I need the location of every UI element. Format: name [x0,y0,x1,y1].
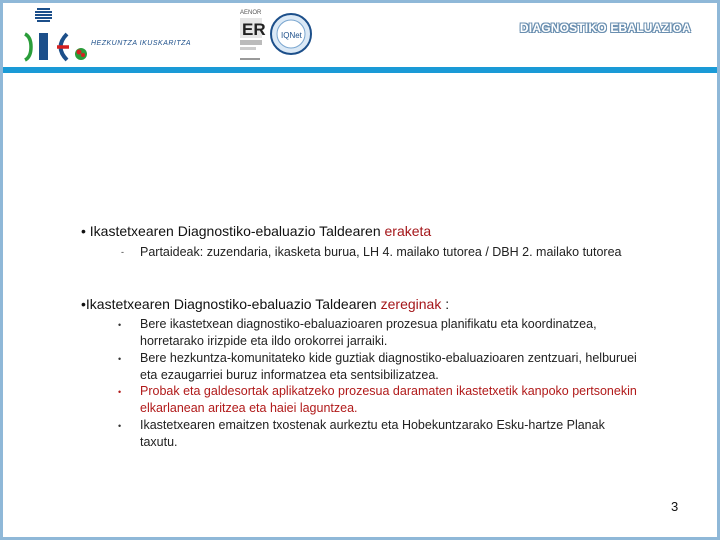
cert-code-label: ER [242,20,266,39]
section1-item-bullet: - [121,247,124,257]
section1-heading-highlight: eraketa [384,223,432,239]
section2-heading-highlight: zereginak [380,296,442,312]
section2-item4-bullet: • [118,421,122,431]
section2-item1-text: Bere ikastetxean diagnostiko-ebaluazioaren prozesua planifikatu eta koordinatzea, horretarako irizpide eta ildo orokorrei jarraiki. [140,317,597,348]
section2-item2-text: Bere hezkuntza-komunitateko kide guztiak diagnostiko-ebaluazioaren zentzuari, helburuei eta ezaugarriei buruz informatzea eta sentsibilizatzea. [140,351,637,382]
header-subtitle: HEZKUNTZA IKUSKARITZA [91,40,192,47]
section2-heading-text: Ikastetxearen Diagnostiko-ebaluazio Taldearen [85,296,377,312]
section2-item3-bullet: • [118,387,122,397]
page-title: DIAGNOSTIKO EBALUAZIOA [519,21,691,35]
section2-item4-text: Ikastetxearen emaitzen txostenak aurkeztu eta Hobekuntzarako Esku-hartze Planak taxutu. [140,418,605,449]
section2-item1-bullet: • [118,320,122,330]
section2-heading [81,296,449,312]
section2-item3-text: Probak eta galdesortak aplikatzeko prozesua daramaten ikastetxetik kanpoko pertsonekin elkarlanean aritzea eta haiei laguntzea. [140,384,637,415]
section1-heading-text: Ikastetxearen Diagnostiko-ebaluazio Taldearen [89,223,381,239]
section1-item-text: Partaideak: zuzendaria, ikasketa burua, LH 4. mailako tutorea / DBH 2. mailako tutorea [140,245,622,259]
page-number: 3 [671,499,679,514]
section2-bullet: • [81,296,86,312]
ise-logo-icon [21,7,101,65]
header-banner [3,3,717,73]
cert-bottom-label: IQNet [281,31,302,40]
section1-bullet: • [81,223,86,239]
section2-heading-suffix: : [445,296,450,312]
cert-top-label: AENOR [240,10,262,16]
certification-logo-icon [236,6,316,64]
section2-item2-bullet: • [118,354,122,364]
section1-heading [81,223,431,239]
